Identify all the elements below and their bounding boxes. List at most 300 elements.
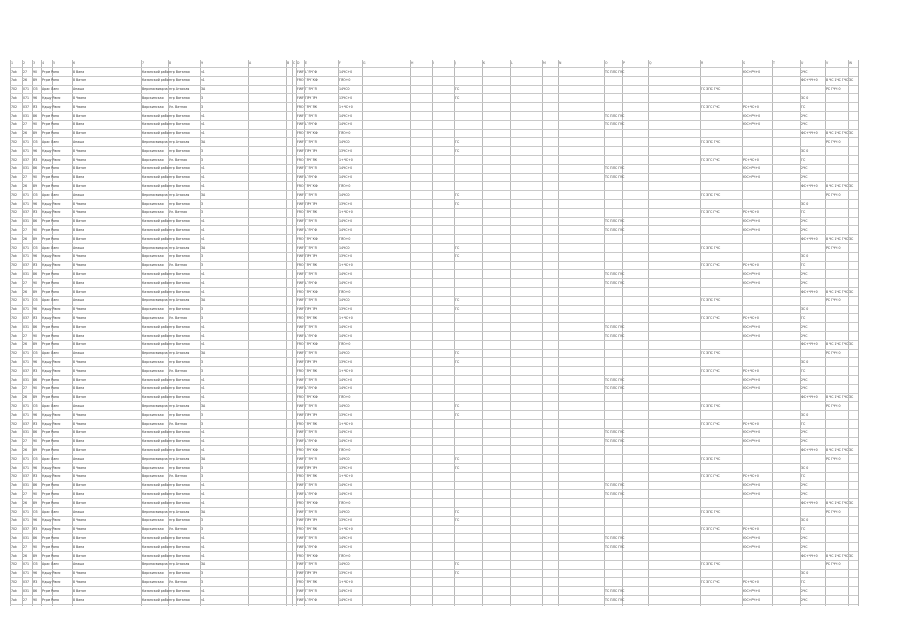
table-cell: 037 (23, 579, 30, 584)
row-gridline (10, 269, 858, 270)
table-cell: ФС+ЧЧ+0 (801, 78, 818, 83)
table-cell: 90 (33, 386, 38, 391)
table-cell: 13ЧС+0 (339, 201, 353, 206)
table-cell: 2ЧС (801, 588, 808, 593)
table-cell: пгр Ватаная (169, 588, 190, 593)
table-cell: З (201, 421, 204, 426)
row-gridline (10, 287, 858, 288)
table-cell: ЯЗ (33, 157, 38, 162)
table-cell: ОЗ (33, 562, 38, 567)
table-cell: 13ЧС+0 (339, 359, 353, 364)
table-cell: ГС (455, 245, 460, 250)
table-cell: З (201, 148, 204, 153)
table-cell: ГС (801, 210, 806, 215)
row-gridline (10, 542, 858, 543)
column-letter: R (701, 61, 704, 65)
table-cell: 071 (23, 465, 30, 470)
table-cell: 071 (23, 518, 30, 523)
table-cell: FWF (297, 175, 304, 180)
table-cell: 8 Вана (73, 122, 85, 127)
table-cell: ОЗ (33, 192, 38, 197)
table-cell: 702 (11, 509, 18, 514)
row-gridline (10, 445, 858, 446)
table-cell: FRO (297, 474, 304, 479)
table-cell: FWF (297, 298, 304, 303)
table-cell: Ргрм Рапа (42, 219, 59, 224)
table-cell: ЯЗ (33, 315, 38, 320)
table-cell: Варскинская (142, 210, 164, 215)
table-cell: з1 (201, 183, 205, 188)
table-cell: ФС+ЧЧ+0 (801, 447, 818, 452)
table-cell: ГС (455, 518, 460, 523)
table-cell: Г¯ЯЧ¯Я (305, 139, 317, 144)
table-cell: 1+ЧС+0 (339, 210, 353, 215)
row-gridline (10, 349, 858, 350)
table-cell: пгр Ватаная (169, 544, 190, 549)
table-cell: з1 (201, 131, 205, 136)
table-cell: FRO (297, 579, 304, 584)
table-cell: ЮС+РЧ+0 (743, 377, 761, 382)
table-cell: Казанский рабо (142, 597, 169, 602)
table-cell: ЗС 0 (801, 307, 809, 312)
table-cell: РС ГЧЧ 0 (826, 456, 841, 461)
table-cell: L¯ЯЧ¯Ф (305, 544, 318, 549)
table-cell: 89 (33, 236, 38, 241)
table-cell: FRO (297, 342, 304, 347)
table-cell: 8 Вана (73, 333, 85, 338)
row-gridline (10, 472, 858, 473)
table-cell: ЮС+РЧ+0 (743, 386, 761, 391)
table-cell: ¯ЯЧ¯КФ (305, 183, 318, 188)
table-cell: Г¯ЯЧ¯Я (305, 113, 317, 118)
table-cell: 14ЧС0 (339, 509, 350, 514)
table-cell: ЗС (849, 342, 854, 347)
table-cell: 8 Чвана (73, 201, 87, 206)
table-cell: ЗС (849, 500, 854, 505)
table-cell: ГЯЧ¯ЯЧ (305, 148, 318, 153)
table-cell: 8 Чвана (73, 412, 87, 417)
table-cell: ЯЗ (33, 263, 38, 268)
table-cell: 702 (11, 210, 18, 215)
table-cell: 2ЧС (801, 271, 808, 276)
table-cell: FWF (297, 588, 304, 593)
table-cell: 14ЧС+0 (339, 271, 353, 276)
table-cell: 8 Ватан (73, 183, 87, 188)
table-cell: ЗС 0 (801, 571, 809, 576)
table-cell: ГС (455, 254, 460, 259)
table-cell: 7ok (11, 271, 17, 276)
row-gridline (10, 366, 858, 367)
table-cell: Г¯ЯЧ¯Я (305, 430, 317, 435)
table-cell: Казанский рабо (142, 588, 169, 593)
table-cell: ЗС (849, 395, 854, 400)
table-cell: FWF (297, 192, 304, 197)
table-cell: РС ГЧЧ 0 (826, 509, 841, 514)
table-cell: 27 (23, 597, 28, 602)
table-cell: FWF (297, 403, 304, 408)
table-cell: з1 (201, 219, 205, 224)
table-cell: 96 (33, 95, 38, 100)
table-cell: З (201, 359, 204, 364)
table-cell: пгр Ватаная (169, 430, 190, 435)
table-cell: ГС (455, 307, 460, 312)
table-cell: FWF (297, 271, 304, 276)
table-cell: 702 (11, 157, 18, 162)
table-cell: FWF (297, 456, 304, 461)
row-gridline (10, 217, 858, 218)
table-cell: FWF (297, 201, 304, 206)
table-cell: Казанский рабо (142, 395, 169, 400)
table-cell: 7ok (11, 412, 17, 417)
table-cell: FWF (297, 359, 304, 364)
table-cell: ТС ПЛС ГУС (605, 377, 625, 382)
table-cell: FWF (297, 113, 304, 118)
table-cell: 13ЧС+0 (339, 148, 353, 153)
row-gridline (10, 428, 858, 429)
table-cell: Ндщу Рамс (42, 254, 61, 259)
column-letter: N (559, 61, 562, 65)
table-cell: ¯ЯЧ¯КФ (305, 395, 318, 400)
table-cell: ГС (455, 351, 460, 356)
column-letter: J (455, 61, 456, 65)
table-cell: Ул. Ватная (169, 527, 187, 532)
table-cell: 7ok (11, 430, 17, 435)
table-cell: 8 Чвана (73, 527, 87, 532)
table-cell: 7ok (11, 571, 17, 576)
table-cell: пгр Ватаная (169, 359, 190, 364)
table-cell: Варскинская (142, 263, 164, 268)
table-cell: 8 Чвана (73, 359, 87, 364)
table-cell: L¯ЯЧ¯Ф (305, 597, 318, 602)
column-letter: M (543, 61, 546, 65)
table-cell: 86 (33, 219, 38, 224)
table-cell: 031 (23, 113, 30, 118)
table-cell: Г¯ЯЧ¯Я (305, 535, 317, 540)
table-cell: пгр Ватаная (169, 95, 190, 100)
table-cell: 14ЧС0 (339, 298, 350, 303)
table-cell: 14ЧС+0 (339, 535, 353, 540)
table-cell: пгр Атаская (169, 139, 190, 144)
table-cell: ТС ПЛС ГУС (605, 430, 625, 435)
table-cell: 702 (11, 192, 18, 197)
table-cell: 8 ЧС 1ЧС ГЧС (826, 342, 849, 347)
table-cell: Ул. Ватная (169, 263, 187, 268)
table-cell: 2ЧС (801, 535, 808, 540)
table-cell: 27 (23, 544, 28, 549)
table-cell: 1+ЧС+0 (339, 474, 353, 479)
table-cell: Анаша (73, 192, 85, 197)
table-cell: Арас Ланс (42, 509, 60, 514)
row-gridline (10, 454, 858, 455)
table-cell: з1 (201, 430, 205, 435)
table-cell: 2ЧС (801, 386, 808, 391)
row-gridline (10, 146, 858, 147)
table-cell: 037 (23, 157, 30, 162)
table-cell: 14ЧС+0 (339, 324, 353, 329)
table-cell: ЗА (201, 192, 206, 197)
table-cell: ГС (455, 192, 460, 197)
table-cell: 14ЧС0 (339, 245, 350, 250)
table-cell: пгр Ватаная (169, 78, 190, 83)
table-cell: 8 Ватан (73, 500, 87, 505)
table-cell: 037 (23, 474, 30, 479)
table-cell: Г¯ЯЧ¯Я (305, 87, 317, 92)
table-cell: з1 (201, 122, 205, 127)
table-cell: 14ЧС+0 (339, 113, 353, 118)
row-gridline (10, 489, 858, 490)
table-cell: 7ok (11, 236, 17, 241)
table-cell: 8 Вана (73, 439, 85, 444)
table-cell: ТС ПЛС ГУС (605, 175, 625, 180)
table-cell: FWF (297, 95, 304, 100)
table-cell: L¯ЯЧ¯Ф (305, 122, 318, 127)
table-cell: Арас Ланс (42, 87, 60, 92)
table-cell: ГЯО+0 (339, 131, 351, 136)
table-cell: ЗС (849, 183, 854, 188)
table-cell: ЗА (201, 298, 206, 303)
table-cell: ТС ПЛС ГУС (605, 113, 625, 118)
table-cell: ЗА (201, 87, 206, 92)
table-cell: ЗА (201, 403, 206, 408)
table-cell: Ул. Ватная (169, 368, 187, 373)
table-cell: Ндщу Рамс (42, 421, 61, 426)
table-cell: пгр Ватаная (169, 483, 190, 488)
table-cell: 13ЧС+0 (339, 571, 353, 576)
table-cell: ГС ЗПС ГЧС (701, 87, 721, 92)
table-cell: FWF (297, 351, 304, 356)
table-cell: Анаша (73, 562, 85, 567)
table-cell: Верхнасвиарча (142, 298, 168, 303)
table-cell: РС ГЧЧ 0 (826, 192, 841, 197)
table-cell: 90 (33, 175, 38, 180)
table-cell: 14ЧС+0 (339, 386, 353, 391)
table-cell: FRO (297, 315, 304, 320)
table-cell: РС ГЧЧ 0 (826, 351, 841, 356)
table-cell: ЯЗ (33, 104, 38, 109)
table-cell: РС ГЧЧ 0 (826, 87, 841, 92)
table-cell: 071 (23, 307, 30, 312)
table-cell: 14ЧС+0 (339, 588, 353, 593)
table-cell: Г¯ЯЧ¯Я (305, 271, 317, 276)
row-gridline (10, 243, 858, 244)
table-cell: Ргрм Рапа (42, 289, 59, 294)
table-cell: Ндщу Рамс (42, 518, 61, 523)
table-cell: з1 (201, 166, 205, 171)
table-cell: 8 Чвана (73, 579, 87, 584)
table-cell: з1 (201, 483, 205, 488)
table-cell: з1 (201, 535, 205, 540)
table-cell: пгр Ватаная (169, 227, 190, 232)
table-cell: З (201, 254, 204, 259)
table-cell: ГЯЧ¯ЯЧ (305, 359, 318, 364)
row-gridline (10, 410, 858, 411)
table-cell: Анаша (73, 509, 85, 514)
column-letter: Q (649, 61, 652, 65)
table-cell: Ул. Ватная (169, 210, 187, 215)
table-cell: 90 (33, 491, 38, 496)
table-cell: 071 (23, 201, 30, 206)
row-gridline (10, 437, 858, 438)
table-cell: 7ok (11, 333, 17, 338)
table-cell: Казанский рабо (142, 386, 169, 391)
table-cell: ЗА (201, 509, 206, 514)
table-cell: L¯ЯЧ¯Ф (305, 175, 318, 180)
table-cell: ЯЗ (33, 474, 38, 479)
table-cell: з1 (201, 333, 205, 338)
table-cell: 2ЧС (801, 175, 808, 180)
table-cell: 1+ЧС+0 (339, 579, 353, 584)
table-cell: 071 (23, 571, 30, 576)
table-cell: FWF (297, 544, 304, 549)
table-cell: Ргрм Рапа (42, 544, 59, 549)
table-cell: ¯ЯЧ¯ЯК (305, 421, 318, 426)
table-cell: 7ok (11, 78, 17, 83)
table-cell: пгр Ватаная (169, 465, 190, 470)
table-cell: 14ЧС+0 (339, 430, 353, 435)
table-cell: FRO (297, 157, 304, 162)
table-cell: ГС (455, 456, 460, 461)
table-cell: 8 ЧС 1ЧС ГЧС (826, 131, 849, 136)
row-gridline (10, 137, 858, 138)
table-cell: ГЯЧ¯ЯЧ (305, 307, 318, 312)
column-letter: O (605, 61, 608, 65)
table-cell: Анаша (73, 87, 85, 92)
table-cell: Ндщу Рамс (42, 157, 61, 162)
table-cell: 071 (23, 245, 30, 250)
table-cell: 702 (11, 562, 18, 567)
table-cell: ЗА (201, 139, 206, 144)
table-cell: 8 Вана (73, 175, 85, 180)
table-cell: З (201, 263, 204, 268)
table-cell: 8 Чвана (73, 104, 87, 109)
table-cell: пгр Атаская (169, 403, 190, 408)
table-cell: 071 (23, 403, 30, 408)
row-gridline (10, 586, 858, 587)
column-letter: P (623, 61, 625, 65)
table-cell: FWF (297, 148, 304, 153)
table-cell: FWF (297, 139, 304, 144)
table-cell: ГС ЗГС ГЧС (701, 527, 720, 532)
table-cell: Варскинская (142, 157, 164, 162)
table-cell: 702 (11, 104, 18, 109)
table-cell: ЗС 0 (801, 148, 809, 153)
table-cell: FWF (297, 227, 304, 232)
table-cell: ЗА (201, 562, 206, 567)
table-cell: З (201, 465, 204, 470)
table-cell: 7ok (11, 535, 17, 540)
table-cell: FWF (297, 483, 304, 488)
table-cell: 8 Чвана (73, 315, 87, 320)
table-cell: пгр Ватаная (169, 254, 190, 259)
table-cell: 7ok (11, 386, 17, 391)
table-cell: Ргрм Рапа (42, 553, 59, 558)
column-letter: 9 (201, 61, 204, 65)
table-cell: ГС (801, 263, 806, 268)
row-gridline (10, 560, 858, 561)
table-cell: ОЗ (33, 456, 38, 461)
column-letter: W (849, 61, 853, 65)
table-cell: Казанский рабо (142, 544, 169, 549)
table-cell: ¯ЯЧ¯КФ (305, 236, 318, 241)
table-cell: Казанский рабо (142, 500, 169, 505)
table-cell: ГС (801, 315, 806, 320)
table-cell: 14ЧС+0 (339, 483, 353, 488)
table-cell: 8 Чвана (73, 307, 87, 312)
table-cell: 96 (33, 359, 38, 364)
table-cell: 27 (23, 491, 28, 496)
table-cell: 8 Ватан (73, 166, 87, 171)
table-cell: ЮС+РЧ+0 (743, 535, 761, 540)
row-gridline (10, 393, 858, 394)
table-cell: Ргрм Рапа (42, 333, 59, 338)
table-cell: ТС ПЛС ГУС (605, 227, 625, 232)
table-cell: 7ok (11, 597, 17, 602)
table-cell: Варскинская (142, 368, 164, 373)
table-cell: L¯ЯЧ¯Ф (305, 280, 318, 285)
table-cell: Г¯ЯЧ¯Я (305, 483, 317, 488)
row-gridline (10, 190, 858, 191)
table-cell: 8 Ватан (73, 131, 87, 136)
table-cell: 14ЧС+0 (339, 377, 353, 382)
table-cell: ГЯЧ¯ЯЧ (305, 571, 318, 576)
table-cell: РС+ЧС+0 (743, 368, 759, 373)
table-cell: 14ЧС+0 (339, 166, 353, 171)
table-cell: Казанский рабо (142, 535, 169, 540)
table-cell: ТС ПЛС ГУС (605, 324, 625, 329)
table-cell: FWF (297, 597, 304, 602)
row-gridline (10, 357, 858, 358)
table-cell: Казанский рабо (142, 219, 169, 224)
table-cell: ТС ПЛС ГУС (605, 544, 625, 549)
table-cell: ГЯЧ¯ЯЧ (305, 254, 318, 259)
table-cell: 14ЧС+0 (339, 597, 353, 602)
table-cell: ГС ЗПС ГЧС (701, 298, 721, 303)
table-cell: FWF (297, 69, 304, 74)
table-cell: 702 (11, 298, 18, 303)
table-cell: FRO (297, 183, 304, 188)
table-cell: Ндщу Рамс (42, 412, 61, 417)
table-cell: Ргрм Рапа (42, 535, 59, 540)
table-cell: ГЯЧ¯ЯЧ (305, 412, 318, 417)
table-cell: 071 (23, 95, 30, 100)
table-cell: ТС ПЛС ГУС (605, 122, 625, 127)
table-cell: 14ЧС+0 (339, 280, 353, 285)
table-cell: Казанский рабо (142, 280, 169, 285)
table-cell: ЗС (849, 553, 854, 558)
table-cell: Ргрм Рапа (42, 78, 59, 83)
table-cell: ТС ПЛС ГУС (605, 439, 625, 444)
table-cell: 071 (23, 456, 30, 461)
table-cell: з1 (201, 113, 205, 118)
table-cell: 90 (33, 69, 38, 74)
table-cell: FWF (297, 386, 304, 391)
table-cell: ГС (455, 201, 460, 206)
column-letter: 5 (53, 61, 56, 65)
table-cell: ГС (455, 403, 460, 408)
table-cell: з1 (201, 342, 205, 347)
table-cell: 037 (23, 210, 30, 215)
table-cell: Ргрм Рапа (42, 395, 59, 400)
table-cell: 86 (33, 324, 38, 329)
table-cell: 8 Чвана (73, 474, 87, 479)
table-cell: ¯ЯЧ¯ЯК (305, 368, 318, 373)
table-cell: ЗС 0 (801, 359, 809, 364)
table-cell: 7ok (11, 183, 17, 188)
table-cell: Казанский рабо (142, 447, 169, 452)
table-cell: ГЯЧ¯ЯЧ (305, 465, 318, 470)
table-cell: 2ЧС (801, 69, 808, 74)
table-cell: FWF (297, 245, 304, 250)
